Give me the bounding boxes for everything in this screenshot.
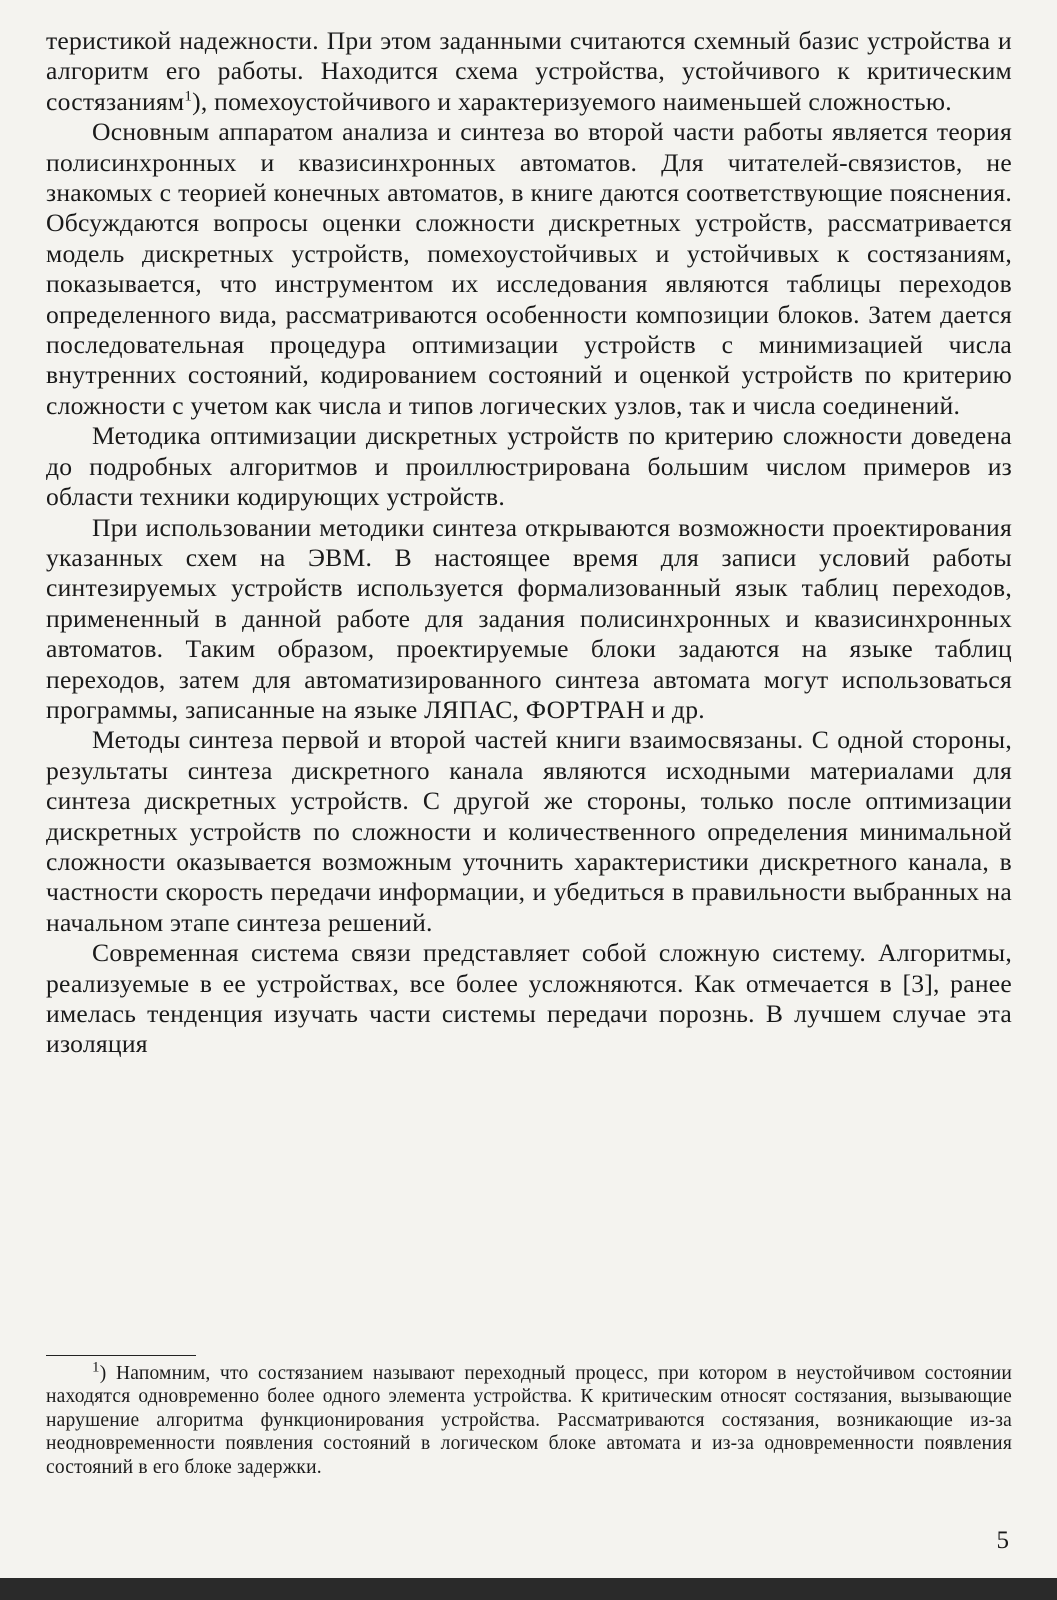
paragraph-2: Основным аппаратом анализа и синтеза во второй части работы является теория полисинхронных и квазисинхронных автоматов. Для читателей-связистов, не знакомых с теорией конечных автоматов, в книге даются соответствующие пояснения. Обсуждаются вопросы оценки сложности дискретных устройств, рассматривается модель дискретных устройств, помехоустойчивых и устойчивых к состязаниям, показывается, что инструментом их исследования являются таблицы переходов определенного вида, рассматриваются особенности композиции блоков. Затем дается последовательная процедура оптимизации устройств с минимизацией числа внутренних состояний, кодированием состояний и оценкой устройств по критерию сложности с учетом как числа и типов логических узлов, так и числа соединений. — [46, 117, 1012, 420]
footnote-marker: 1 — [92, 1359, 100, 1376]
paragraph-6: Современная система связи представляет собой сложную систему. Алгоритмы, реализуемые в ее устройствах, все более усложняются. Как отмечается в [3], ранее имелась тенденция изучать части системы передачи порознь. В лучшем случае эта изоляция — [46, 938, 1012, 1059]
paragraph-1 — [46, 26, 1012, 117]
footnote-text: ) Напомним, что состязанием называют переходный процесс, при котором в неустойчивом состоянии находятся одновременно более одного элемента устройства. К критическим относят состязания, вызывающие нарушение алгоритма функционирования устройства. Рассматриваются состязания, возникающие из-за неодновременности появления состояний в логическом блоке автомата и из-за одновременности появления состояний в его блоке задержки. — [46, 1363, 1012, 1478]
paragraph-4: При использовании методики синтеза открываются возможности проектирования указанных схем на ЭВМ. В настоящее время для записи условий работы синтезируемых устройств используется формализованный язык таблиц переходов, примененный в данной работе для задания полисинхронных и квазисинхронных автоматов. Таким образом, проектируемые блоки задаются на языке таблиц переходов, затем для автоматизированного синтеза автомата могут использоваться программы, записанные на языке ЛЯПАС, ФОРТРАН и др. — [46, 512, 1012, 724]
paragraph-3: Методика оптимизации дискретных устройств по критерию сложности доведена до подробных алгоритмов и проиллюстрирована большим числом примеров из области техники кодирующих устройств. — [46, 421, 1012, 512]
page-body — [46, 26, 1012, 1060]
footnote — [46, 1359, 1012, 1479]
paragraph-5: Методы синтеза первой и второй частей книги взаимосвязаны. С одной стороны, результаты синтеза дискретного канала являются исходными материалами для синтеза дискретных устройств. С другой же стороны, только после оптимизации дискретных устройств по сложности и количественного определения минимальной сложности оказывается возможным уточнить характеристики дискретного канала, в частности скорость передачи информации, и убедиться в правильности выбранных на начальном этапе синтеза решений. — [46, 725, 1012, 937]
footnote-ref[interactable]: 1 — [184, 88, 193, 105]
scan-edge — [0, 1578, 1057, 1600]
page-number: 5 — [996, 1527, 1009, 1554]
footnote-divider — [46, 1355, 196, 1356]
paragraph-1-tail: ), помехоустойчивого и характеризуемого наименьшей сложностью. — [192, 86, 952, 116]
paragraph-1-text: теристикой надежности. При этом заданными считаются схемный базис устройства и алгоритм его работы. Находится схема устройства, устойчивого к критическим состязаниям — [46, 26, 1012, 116]
